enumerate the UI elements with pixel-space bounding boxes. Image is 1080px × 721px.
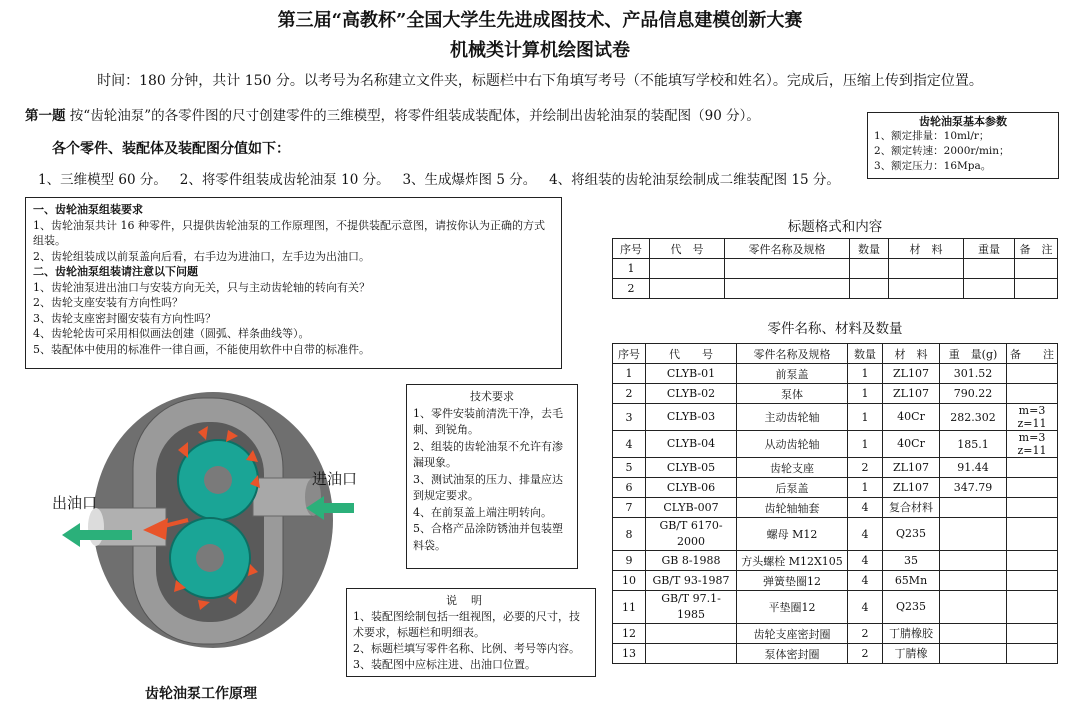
table-cell: 1 [848, 431, 883, 458]
table-cell [940, 498, 1007, 518]
table-header-cell: 零件名称及规格 [737, 344, 848, 364]
table-cell [1007, 644, 1058, 664]
table-row [613, 458, 1058, 478]
table-cell: 347.79 [940, 478, 1007, 498]
table-cell: 4 [848, 498, 883, 518]
table-cell [1007, 384, 1058, 404]
table-cell: 8 [613, 518, 646, 551]
table-cell: 11 [613, 591, 646, 624]
table-cell: 13 [613, 644, 646, 664]
table-cell [940, 591, 1007, 624]
table-cell: 2 [848, 624, 883, 644]
exam-title: 第三届“高教杯”全国大学生先进成图技术、产品信息建模创新大赛 [277, 10, 803, 31]
table-cell [646, 624, 737, 644]
table-cell [1007, 458, 1058, 478]
requirement-line: 5、装配体中使用的标准件一律自画，不能使用软件中自带的标准件。 [33, 342, 370, 356]
table-header-cell: 材 料 [889, 239, 964, 259]
table-cell [940, 624, 1007, 644]
table-cell [1007, 498, 1058, 518]
parameter-item: 2、额定转速：2000r/min； [874, 145, 1010, 157]
table-header-cell: 数量 [850, 239, 889, 259]
table-cell: 1 [613, 259, 650, 279]
table-cell: 齿轮支座 [737, 458, 848, 478]
table-cell: 1 [848, 478, 883, 498]
question-label: 第一题 [25, 108, 66, 124]
table-cell: 185.1 [940, 431, 1007, 458]
table-cell: CLYB-04 [646, 431, 737, 458]
requirements-heading-1: 一、齿轮油泵组装要求 [33, 203, 143, 216]
table-cell: GB/T 6170-2000 [646, 518, 737, 551]
table-cell: 9 [613, 551, 646, 571]
table-cell: 282.302 [940, 404, 1007, 431]
table-cell: 40Cr [883, 404, 940, 431]
table-cell: 12 [613, 624, 646, 644]
outlet-label: 出油口 [52, 494, 98, 512]
parts-table [612, 343, 1058, 664]
table-cell: 6 [613, 478, 646, 498]
requirement-line: 4、齿轮轮齿可采用相似画法创建（圆弧、样条曲线等）。 [33, 327, 310, 340]
table-cell: 齿轮轴轴套 [737, 498, 848, 518]
table-cell: 平垫圈12 [737, 591, 848, 624]
table-row [613, 624, 1058, 644]
table-cell: m=3 z=11 [1007, 404, 1058, 431]
table-cell: 方头螺栓 M12X105 [737, 551, 848, 571]
table-header-cell: 重 量(g) [940, 344, 1007, 364]
table-cell [1007, 518, 1058, 551]
parts-heading: 零件名称、材料及数量 [767, 321, 903, 337]
requirement-line: 1、齿轮油泵进出油口与安装方向无关，只与主动齿轮轴的转向有关？ [33, 280, 370, 294]
table-cell: 1 [848, 364, 883, 384]
table-cell: 4 [848, 551, 883, 571]
table-cell [1007, 364, 1058, 384]
table-header-cell: 数量 [848, 344, 883, 364]
table-cell [1007, 624, 1058, 644]
score-heading: 各个零件、装配体及装配图分值如下： [52, 141, 290, 157]
table-header-cell: 备 注 [1007, 344, 1058, 364]
table-cell: 泵体密封圈 [737, 644, 848, 664]
table-cell [1007, 591, 1058, 624]
table-header-cell: 重量 [964, 239, 1015, 259]
diagram-caption: 齿轮油泵工作原理 [145, 686, 257, 702]
table-cell: CLYB-01 [646, 364, 737, 384]
question-1 [25, 104, 760, 124]
table-cell: 复合材料 [883, 498, 940, 518]
table-row [613, 384, 1058, 404]
table-row [613, 498, 1058, 518]
tech-title: 技术要求 [470, 390, 514, 403]
table-cell: 1 [848, 384, 883, 404]
table-cell: Q235 [883, 591, 940, 624]
table-cell: 弹簧垫圈12 [737, 571, 848, 591]
table-cell: 2 [613, 384, 646, 404]
table-cell: 2 [848, 644, 883, 664]
table-cell [940, 518, 1007, 551]
score-items: 1、三维模型 60 分。 2、将零件组装成齿轮油泵 10 分。 3、生成爆炸图 5 分。 4、将组装的齿轮油泵绘制成二维装配图 15 分。 [38, 172, 840, 188]
table-header-cell: 代 号 [650, 239, 725, 259]
tech-line: 1、零件安装前清洗干净，去毛刺、到锐角。 [413, 406, 563, 436]
table-cell: ZL107 [883, 384, 940, 404]
table-header-cell: 序号 [613, 344, 646, 364]
table-cell: 65Mn [883, 571, 940, 591]
table-cell: 2 [848, 458, 883, 478]
note-line: 2、标题栏填写零件名称、比例、考号等内容。 [353, 642, 580, 655]
table-cell: 4 [848, 571, 883, 591]
table-cell: 40Cr [883, 431, 940, 458]
requirement-line: 3、齿轮支座密封圈安装有方向性吗？ [33, 311, 216, 325]
question-text: 按“齿轮油泵”的各零件图的尺寸创建零件的三维模型，将零件组装成装配体，并绘制出齿轮油泵的装配图（90 分）。 [69, 108, 760, 124]
table-cell: 4 [848, 591, 883, 624]
requirement-line: 1、齿轮油泵共计 16 种零件，只提供齿轮油泵的工作原理图，不提供装配示意图，请按你认为正确的方式组装。 [33, 218, 545, 247]
table-cell: CLYB-02 [646, 384, 737, 404]
table-cell: 35 [883, 551, 940, 571]
table-cell: 螺母 M12 [737, 518, 848, 551]
table-cell: ZL107 [883, 458, 940, 478]
table-cell: 从动齿轮轴 [737, 431, 848, 458]
table-cell: m=3 z=11 [1007, 431, 1058, 458]
table-cell: 前泵盖 [737, 364, 848, 384]
outlet-arrow-icon [62, 523, 132, 547]
table-cell: 5 [613, 458, 646, 478]
table-cell: 301.52 [940, 364, 1007, 384]
table-header-row [613, 344, 1058, 364]
table-cell [940, 551, 1007, 571]
table-cell: 790.22 [940, 384, 1007, 404]
parameter-item: 1、额定排量：10ml/r； [874, 130, 990, 142]
note-line: 3、装配图中应标注进、出油口位置。 [353, 658, 536, 671]
tech-line: 4、在前泵盖上端注明转向。 [413, 505, 552, 519]
table-cell [940, 571, 1007, 591]
table-row [613, 404, 1058, 431]
pump-parameters-box [867, 112, 1059, 179]
table-cell: GB/T 97.1-1985 [646, 591, 737, 624]
table-row [613, 364, 1058, 384]
table-cell: 7 [613, 498, 646, 518]
table-cell: ZL107 [883, 478, 940, 498]
table-row [613, 518, 1058, 551]
table-row [613, 591, 1058, 624]
table-cell: 齿轮支座密封圈 [737, 624, 848, 644]
table-cell: 4 [613, 431, 646, 458]
table-cell: GB 8-1988 [646, 551, 737, 571]
table-header-cell: 代 号 [646, 344, 737, 364]
table-header-cell: 备 注 [1015, 239, 1058, 259]
table-cell [646, 644, 737, 664]
requirement-line: 2、齿轮支座安装有方向性吗？ [33, 296, 183, 309]
inlet-label: 进油口 [312, 470, 358, 488]
table-cell: 丁腈橡 [883, 644, 940, 664]
assembly-requirements-box [25, 197, 562, 369]
tech-line: 3、测试油泵的压力、排量应达到规定要求。 [413, 472, 563, 502]
table-cell: Q235 [883, 518, 940, 551]
table-header-cell: 序号 [613, 239, 650, 259]
table-row [613, 478, 1058, 498]
tech-line: 5、合格产品涂防锈油并包装塑料袋。 [413, 522, 563, 552]
requirements-heading-2: 二、齿轮油泵组装请注意以下问题 [33, 265, 198, 278]
table-cell: GB/T 93-1987 [646, 571, 737, 591]
table-cell [1007, 571, 1058, 591]
table-cell [1007, 478, 1058, 498]
table-cell: 3 [613, 404, 646, 431]
table-cell: 1 [848, 404, 883, 431]
table-cell: CLYB-007 [646, 498, 737, 518]
parameter-item: 3、额定压力：16Mpa。 [874, 160, 992, 172]
table-header-row [613, 239, 1058, 259]
table-cell: 丁腈橡胶 [883, 624, 940, 644]
table-row [613, 571, 1058, 591]
titleblock-heading: 标题格式和内容 [787, 219, 883, 235]
table-row [613, 551, 1058, 571]
table-cell: 10 [613, 571, 646, 591]
table-cell [1007, 551, 1058, 571]
notes-box [346, 588, 596, 677]
gear-top [178, 440, 258, 520]
note-line: 1、装配图绘制包括一组视图，必要的尺寸，技术要求，标题栏和明细表。 [353, 610, 580, 639]
requirement-line: 2、齿轮组装成以前泵盖向后看，右手边为进油口，左手边为出油口。 [33, 249, 370, 263]
parameters-title: 齿轮油泵基本参数 [919, 115, 1007, 128]
table-cell: 泵体 [737, 384, 848, 404]
technical-requirements-box [406, 384, 578, 569]
table-header-cell: 零件名称及规格 [725, 239, 850, 259]
table-cell [940, 644, 1007, 664]
tech-line: 2、组装的齿轮油泵不允许有渗漏现象。 [413, 439, 563, 469]
table-cell: CLYB-03 [646, 404, 737, 431]
table-cell: CLYB-06 [646, 478, 737, 498]
table-row [613, 279, 1058, 299]
table-cell: 91.44 [940, 458, 1007, 478]
table-cell: CLYB-05 [646, 458, 737, 478]
table-row [613, 259, 1058, 279]
table-cell: 后泵盖 [737, 478, 848, 498]
table-cell: 主动齿轮轴 [737, 404, 848, 431]
table-cell: ZL107 [883, 364, 940, 384]
titleblock-table [612, 238, 1058, 299]
table-row [613, 644, 1058, 664]
table-cell: 4 [848, 518, 883, 551]
gear-pump-illustration [38, 380, 368, 660]
notes-title: 说明 [446, 594, 496, 607]
table-header-cell: 材 料 [883, 344, 940, 364]
inlet-arrow-icon [306, 496, 354, 520]
exam-subtitle: 机械类计算机绘图试卷 [450, 40, 630, 61]
table-cell: 1 [613, 364, 646, 384]
exam-time-instructions: 时间：180 分钟，共计 150 分。以考号为名称建立文件夹，标题栏中右下角填写考号（不能填写学校和姓名）。完成后，压缩上传到指定位置。 [97, 73, 983, 89]
table-row [613, 431, 1058, 458]
table-cell: 2 [613, 279, 650, 299]
